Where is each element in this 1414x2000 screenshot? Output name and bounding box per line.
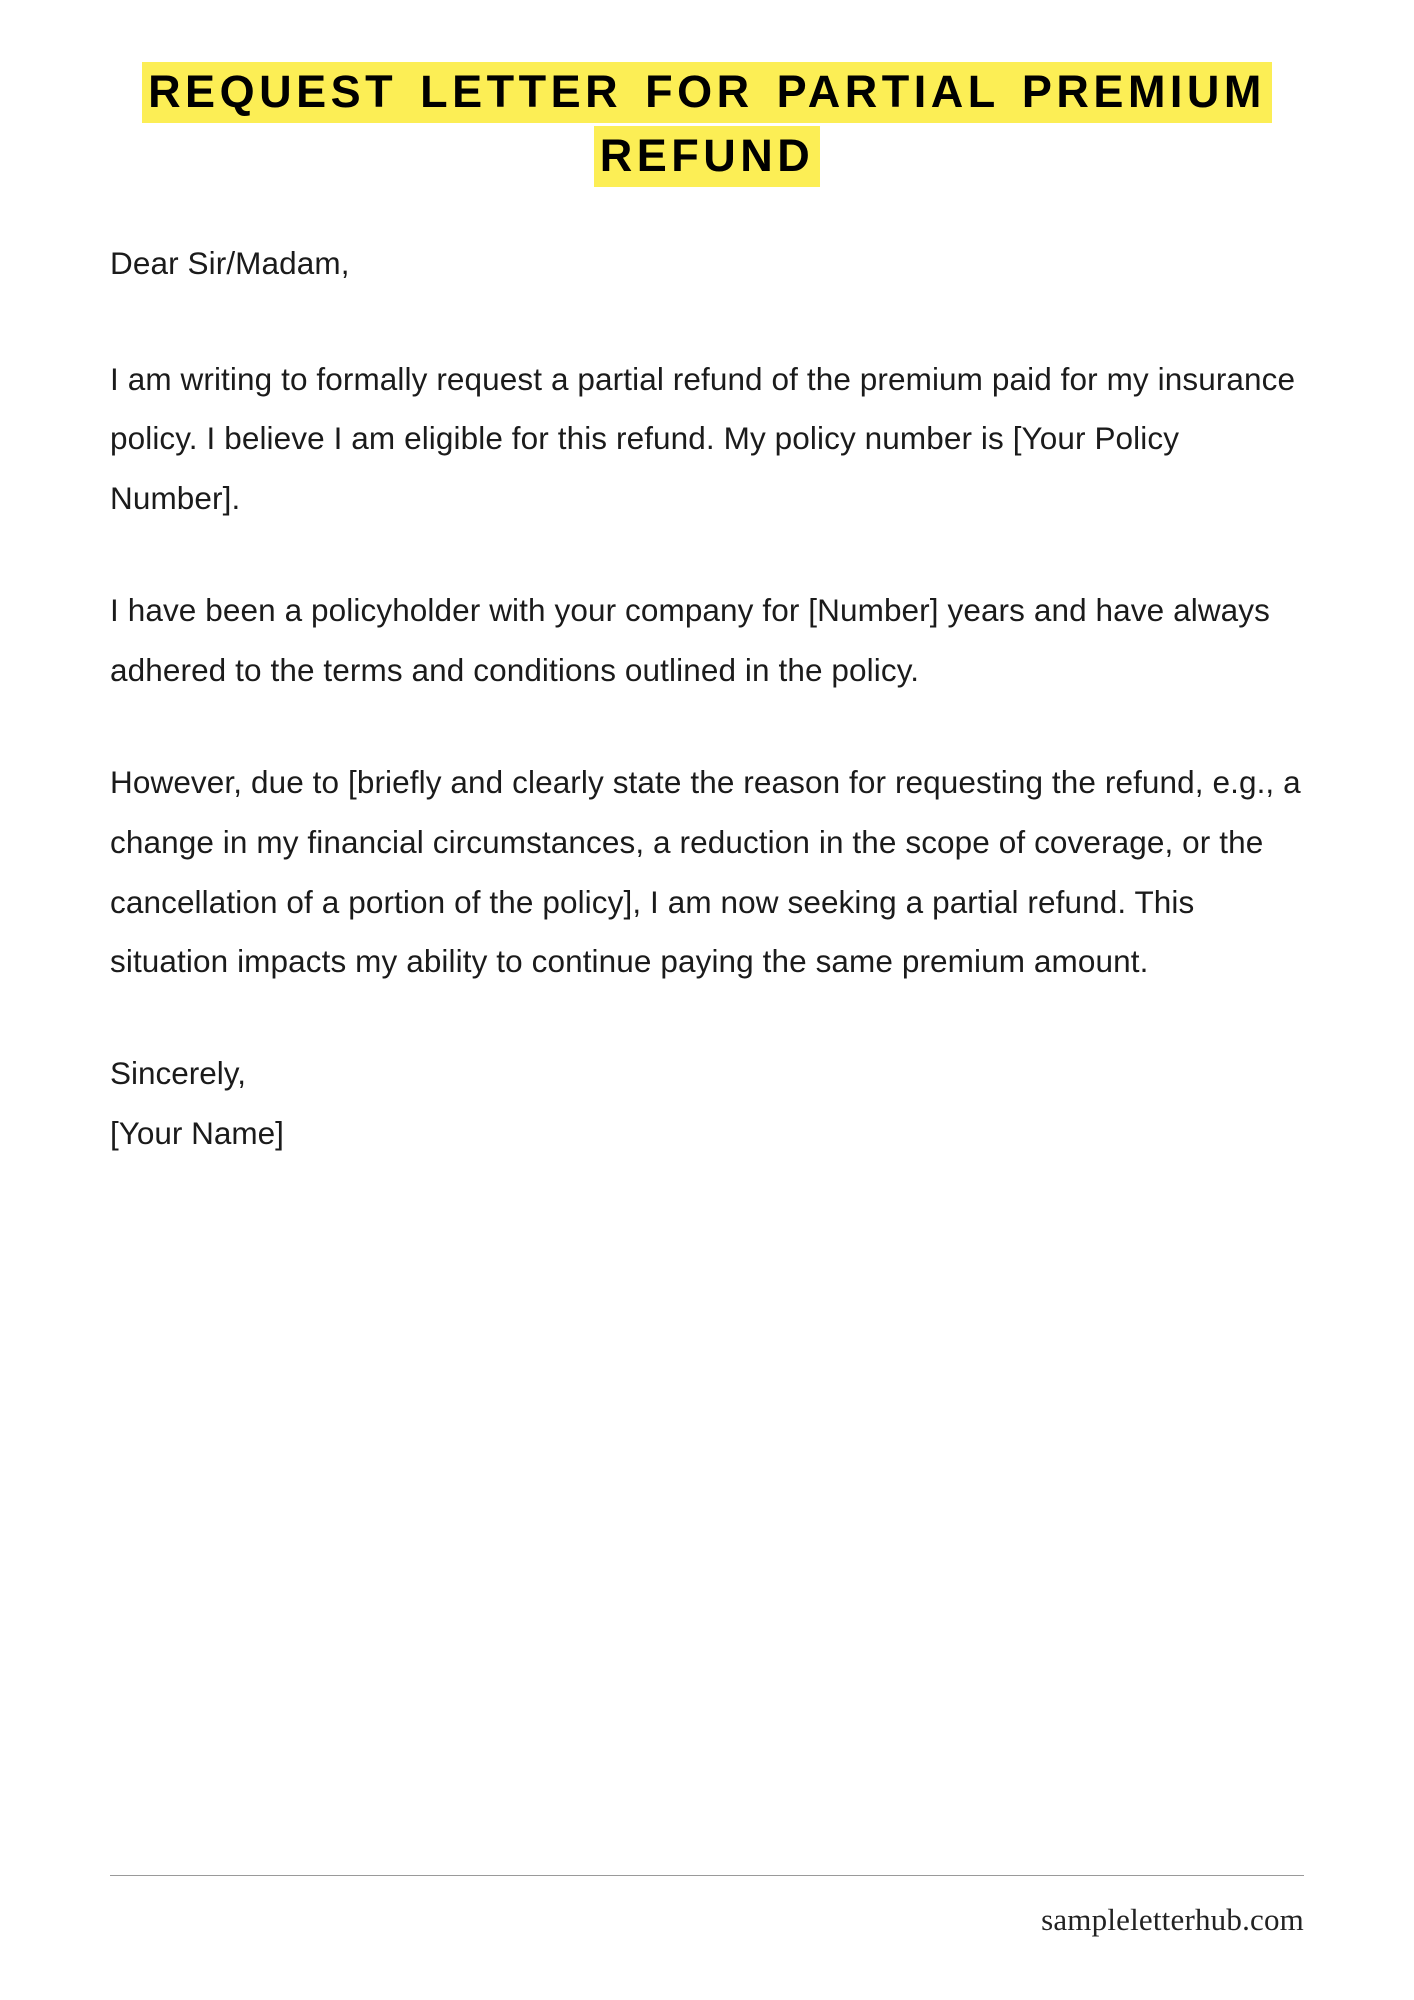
title-block	[0, 0, 1414, 188]
footer-website-url: sampleletterhub.com	[1041, 1902, 1304, 1937]
body-paragraph-2: I have been a policyholder with your company for [Number] years and have always adhered to the terms and conditions outlined in the policy.	[110, 592, 1271, 688]
page-title	[110, 60, 1304, 188]
signature-block	[0, 1044, 1414, 1164]
salutation: Dear Sir/Madam,	[110, 244, 350, 281]
letter-body	[0, 234, 1414, 992]
page-footer	[110, 1875, 1304, 1938]
closing-line: Sincerely,	[110, 1055, 246, 1092]
footer-divider	[110, 1875, 1304, 1876]
signature-name: [Your Name]	[110, 1115, 284, 1152]
body-paragraph-3: However, due to [briefly and clearly state the reason for requesting the refund, e.g., a change in my financial circumstances, a reduction in the scope of coverage, or the cancellation of a portion of the policy], I am now seeking a partial refund. This situation impacts my ability to continue paying the same premium amount.	[110, 763, 1301, 980]
page-title-highlight: REQUEST LETTER FOR PARTIAL PREMIUM REFUND	[142, 62, 1272, 187]
body-paragraph-1: I am writing to formally request a partial refund of the premium paid for my insurance policy. I believe I am eligible for this refund. My policy number is [Your Policy Number].	[110, 360, 1296, 517]
